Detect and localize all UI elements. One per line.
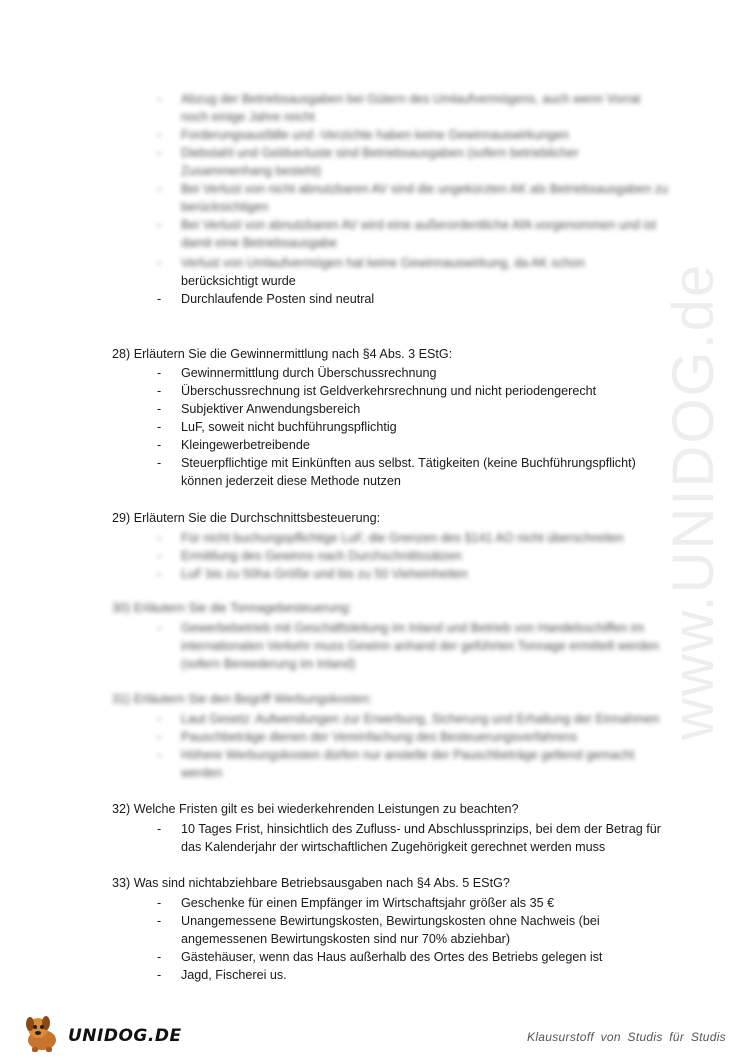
footer-tagline: Klausurstoff von Studis für Studis (527, 1030, 726, 1044)
question-32-title: 32) Welche Fristen gilt es bei wiederkehrenden Leistungen zu beachten? (112, 802, 519, 816)
question-29-title: 29) Erläutern Sie die Durchschnittsbesteuerung: (112, 511, 381, 525)
document-page: www.UNIDOG.de - Abzug der Betriebsausgaben bei Gütern des Umlaufvermögens, auch wenn Vorrat noch einige Jahre reicht - Forderungsausfälle und -Verzichte haben keine Gewinnauswirkungen - Diebstahl und Geldverluste sind Betriebsausgaben (sofern betrieblicher Zusammenhang besteht) - Bei Verlust von nicht abnutzbaren AV sind die ungekürzten AK als Betriebsausgaben zu berücksichtigen - Bei Verlust von abnutzbaren AV wird eine außerordentliche AfA vorgenommen und ist damit eine Betriebsausgabe - Verlust von Umlaufvermögen hat keine Gewinnauswirkung, da AK schon berücksichtigt wurde - Durchlaufende Posten sind neutral 28) Erläutern Sie die Gewinnermittlung nach §4 Abs. 3 EStG: - Gewinnermittlung durch Überschussrechnung - Überschussrechnung ist Geldverkehrsrechnung und nicht periodengerecht - Subjektiver Anwendungsbereich - LuF, soweit nicht buchführungspflichtig - Kleingewerbetreibende - Steuerpflichtige mit Einkünften aus selbst. Tätigkeiten (keine Buchführungspflicht) können jederzeit diese Methode nutzen 29) Erläutern Sie die Durchschnittsbesteuerung: - Für nicht buchungspflichtige LuF, die Grenzen des §141 AO nicht überschreiten - Ermittlung des Gewinns nach Durchschnittssätzen - LuF bis zu 50ha Größe und bis zu 50 Vieheinheiten 30) Erläutern Sie die Tonnagebesteuerung: - Gewerbebetrieb mit Geschäftsleitung im Inland und Betrieb von Handelsschiffen im internationalen Verkehr muss Gewinn anhand der geführten Tonnage ermittelt werden (sofern Bereederung im Inland) 31) Erläutern Sie den Begriff Werbungskosten: - Laut Gesetz: Aufwendungen zur Erwerbung, Sicherung und Erhaltung der Einnahmen - Pauschbeträge dienen der Vereinfachung des Besteuerungsverfahrens - Höhere Werbungskosten dürfen nur anstelle der Pauschbeträge geltend gemacht werden 32) Welche Fristen gilt es bei wiederkehrenden Leistungen zu beachten? - 10 Tages Frist, hinsichtlich des Zufluss- und Abschlussprinzips, bei dem der Betrag für das Kalenderjahr der wirtschaftlichen Zugehörigkeit gerechnet werden muss 33) Was sind nichtabziehbare Betriebsausgaben nach §4 Abs. 5 EStG? - Geschenke für einen Empfänger im Wirtschaftsjahr größer als 35 € - Unangemessene Bewirtungskosten, Bewirtungskosten ohne Nachweis (bei angemessenen Bewirtungskosten sind nur 70% abziehbar) - Gästehäuser, wenn das Haus außerhalb des Ortes des Betriebs gelegen ist - Jagd, Fischerei us. UNIDOG.DE Klausurstoff von Studis für Studis (0, 0, 750, 1060)
watermark: www.UNIDOG.de (661, 262, 726, 740)
logo-text: UNIDOG.DE (68, 1026, 182, 1046)
question-33-title: 33) Was sind nichtabziehbare Betriebsausgaben nach §4 Abs. 5 EStG? (112, 876, 510, 890)
question-28-title: 28) Erläutern Sie die Gewinnermittlung nach §4 Abs. 3 EStG: (112, 347, 453, 361)
question-30-title: 30) Erläutern Sie die Tonnagebesteuerung: (112, 601, 352, 615)
unidog-logo (22, 1014, 182, 1054)
dog-icon (22, 1014, 66, 1054)
question-31-title: 31) Erläutern Sie den Begriff Werbungskosten: (112, 692, 372, 706)
